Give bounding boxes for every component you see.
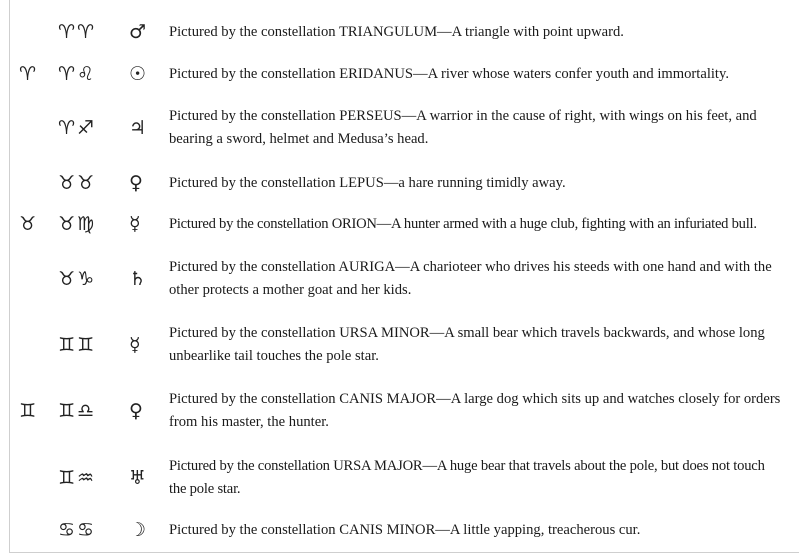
constellation-description: Pictured by the constellation CANIS MAJOR—A large dog which sits up and watches closely for orders from his master, the hunter.	[169, 391, 781, 430]
constellation-description: Pictured by the constellation URSA MAJOR—A huge bear that travels about the pole, but does not touch the pole star.	[169, 458, 765, 497]
decan-symbols: ♉♑	[58, 268, 97, 290]
constellation-description: Pictured by the constellation AURIGA—A charioteer who drives his steeds with one hand and with the other protects a mother goat and her kids.	[169, 259, 772, 298]
constellation-description: Pictured by the constellation TRIANGULUM—A triangle with point upward.	[169, 24, 624, 40]
planet-symbol: ♅	[129, 467, 147, 489]
decan-symbols: ♈♐	[58, 117, 97, 139]
constellation-description: Pictured by the constellation ORION—A hunter armed with a huge club, fighting with an infuriated bull.	[169, 216, 757, 232]
planet-symbol: ☽	[129, 519, 147, 541]
decan-symbols: ♉♉	[58, 172, 97, 194]
decan-symbols: ♊♊	[58, 334, 97, 356]
constellation-description: Pictured by the constellation LEPUS—a hare running timidly away.	[169, 175, 566, 191]
decan-symbols: ♊♒	[58, 467, 97, 489]
sign-symbol: ♉	[19, 213, 37, 235]
decan-symbols: ♋♋	[58, 519, 97, 541]
decan-symbols: ♉♍	[58, 213, 97, 235]
planet-symbol: ☿	[129, 213, 141, 235]
planet-symbol: ♄	[129, 268, 147, 290]
decan-symbols: ♊♎	[58, 400, 97, 422]
decan-symbols: ♈♌	[58, 63, 97, 85]
decan-symbols: ♈♈	[58, 21, 97, 43]
planet-symbol: ♀	[129, 172, 143, 194]
planet-symbol: ☿	[129, 334, 141, 356]
constellation-description: Pictured by the constellation ERIDANUS—A river whose waters confer youth and immortality.	[169, 66, 729, 82]
constellation-description: Pictured by the constellation URSA MINOR—A small bear which travels backwards, and whose long unbearlike tail touches the pole star.	[169, 325, 765, 364]
planet-symbol: ♃	[129, 117, 147, 139]
constellation-description: Pictured by the constellation PERSEUS—A warrior in the cause of right, with wings on his feet, and bearing a sword, helmet and Medusa’s head.	[169, 108, 757, 147]
planet-symbol: ♂	[129, 21, 147, 43]
planet-symbol: ☉	[129, 63, 147, 85]
sign-symbol: ♊	[19, 400, 37, 422]
sign-symbol: ♈	[19, 63, 37, 85]
constellation-description: Pictured by the constellation CANIS MINOR—A little yapping, treacherous cur.	[169, 522, 641, 538]
planet-symbol: ♀	[129, 400, 143, 422]
